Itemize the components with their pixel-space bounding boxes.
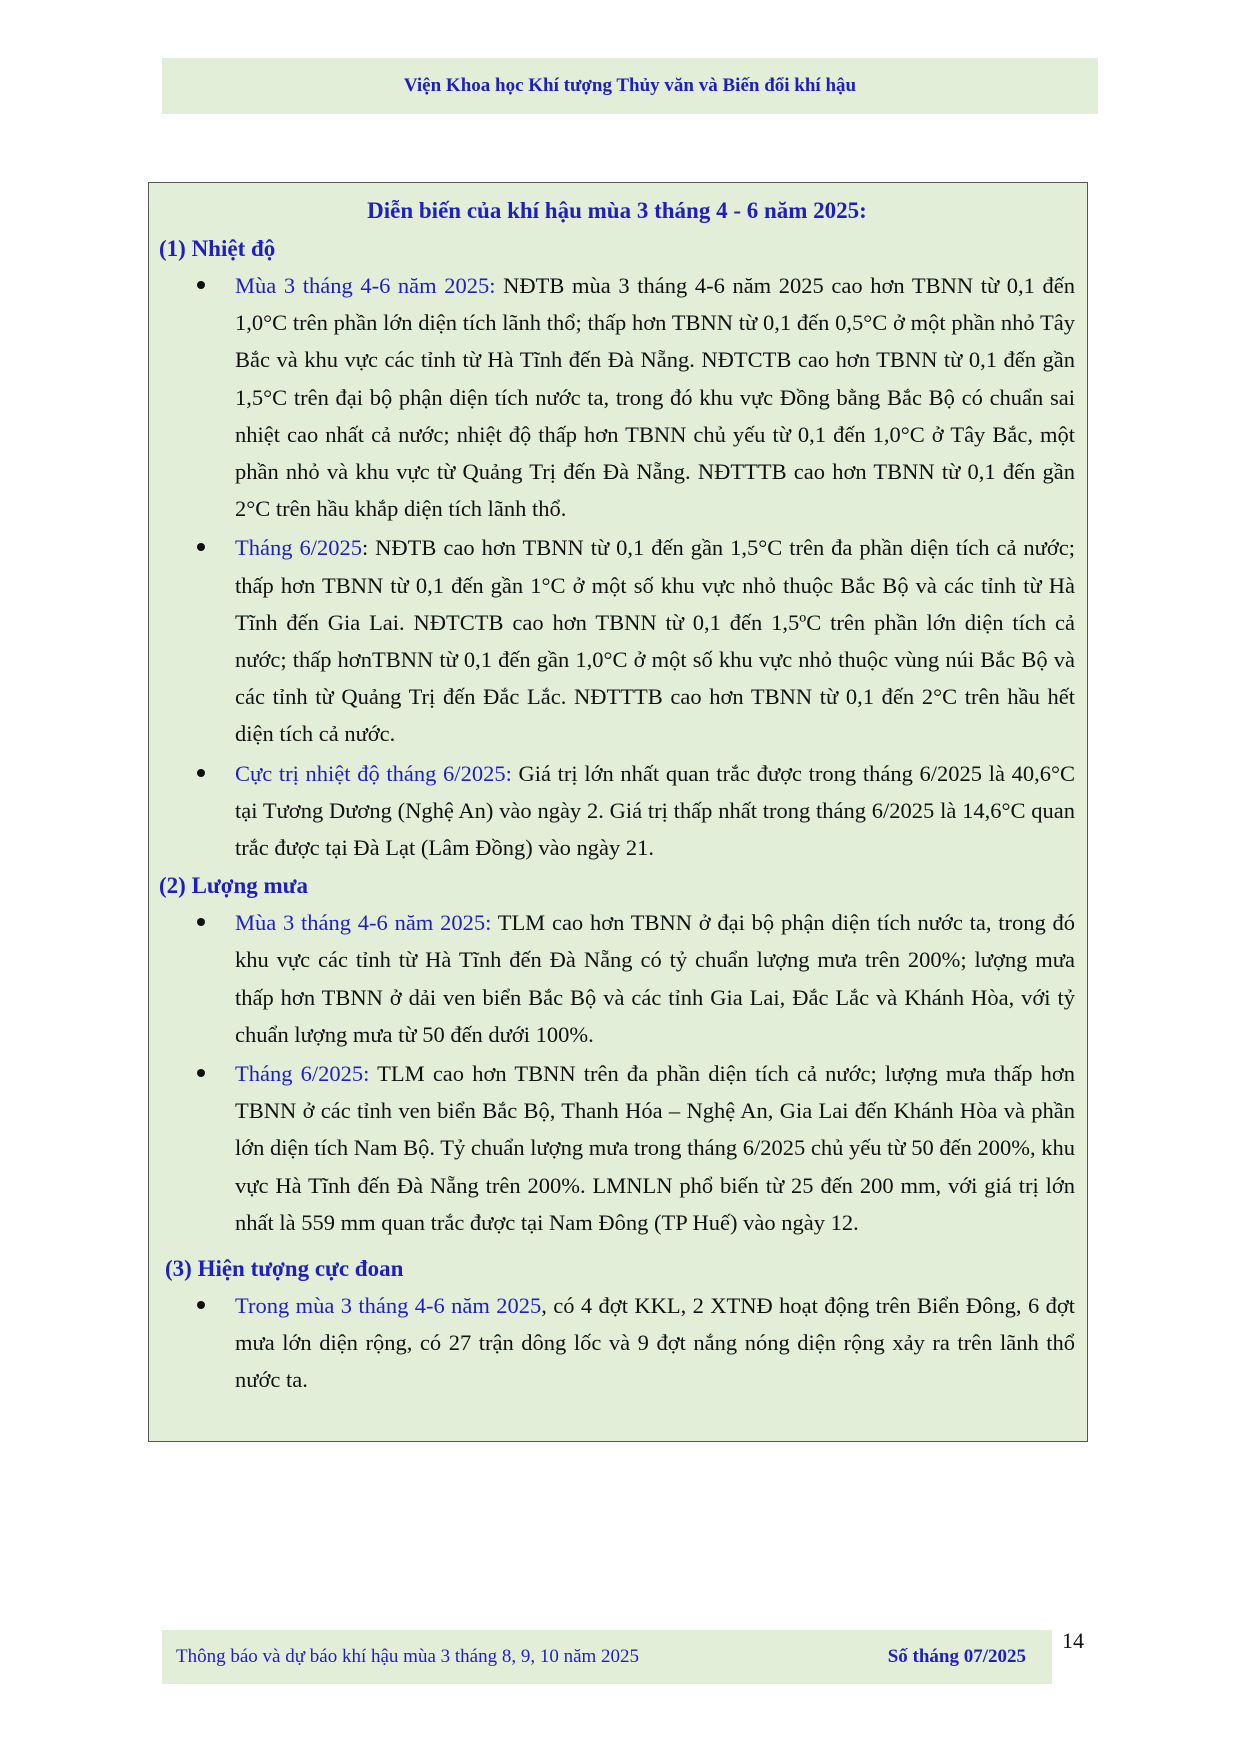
item-text: TLM cao hơn TBNN trên đa phần diện tích cả nước; lượng mưa thấp hơn TBNN ở các tỉnh ven biển Bắc Bộ, Thanh Hóa – Nghệ An, Gia Lai đến Khánh Hòa và phần lớn diện tích Nam Bộ. Tỷ chuẩn lượng mưa trong tháng 6/2025 chủ yếu từ 50 đến 200%, khu vực Hà Tĩnh đến Đà Nẵng trên 200%. LMNLN phổ biến từ 25 đến 200 mm, với giá trị lớn nhất là 559 mm quan trắc được tại Nam Đông (TP Huế) vào ngày 12. bbox=[235, 1061, 1076, 1235]
bullet-icon bbox=[197, 1301, 205, 1309]
item-text: TLM cao hơn TBNN ở đại bộ phận diện tích nước ta, trong đó khu vực các tỉnh từ Hà Tĩnh đến Đà Nẵng có tỷ chuẩn lượng mưa trên 200%; lượng mưa thấp hơn TBNN ở dải ven biển Bắc Bộ và các tỉnh Gia Lai, Đắc Lắc và Khánh Hòa, với tỷ chuẩn lượng mưa từ 50 đến dưới 100%. bbox=[235, 910, 1075, 1047]
list-item bbox=[159, 1055, 1075, 1241]
bullet-icon bbox=[197, 769, 205, 777]
temperature-list bbox=[159, 267, 1075, 866]
item-lead: Cực trị nhiệt độ tháng 6/2025: bbox=[235, 760, 512, 786]
item-text: , có 4 đợt KKL, 2 XTNĐ hoạt động trên Biển Đông, 6 đợt mưa lớn diện rộng, có 27 trận dông lốc và 9 đợt nắng nóng diện rộng xảy ra trên lãnh thổ nước ta. bbox=[235, 1293, 1075, 1393]
list-item bbox=[159, 1287, 1075, 1399]
climate-summary-box bbox=[148, 182, 1088, 1442]
item-text: Giá trị lớn nhất quan trắc được trong tháng 6/2025 là 40,6°C tại Tương Dương (Nghệ An) vào ngày 2. Giá trị thấp nhất trong tháng 6/2025 là 14,6°C quan trắc được tại Đà Lạt (Lâm Đồng) vào ngày 21. bbox=[235, 760, 1075, 861]
section-heading-rainfall: (2) Lượng mưa bbox=[159, 873, 308, 899]
bulletin-title: Thông báo và dự báo khí hậu mùa 3 tháng 8, 9, 10 năm 2025 bbox=[176, 1646, 640, 1667]
section-heading-temperature: (1) Nhiệt độ bbox=[159, 236, 276, 261]
bullet-icon bbox=[197, 1069, 205, 1077]
item-text: : NĐTB cao hơn TBNN từ 0,1 đến gần 1,5°C trên đa phần diện tích cả nước; thấp hơn TBNN từ 0,1 đến gần 1°C ở một số khu vực nhỏ thuộc Bắc Bộ và các tỉnh từ Hà Tĩnh đến Gia Lai. NĐTCTB cao hơn TBNN từ 0,1 đến 1,5ºC trên phần lớn diện tích cả nước; thấp hơnTBNN từ 0,1 đến gần 1,0°C ở một số khu vực nhỏ thuộc vùng núi Bắc Bộ và các tỉnh từ Quảng Trị đến Đắc Lắc. NĐTTTB cao hơn TBNN từ 0,1 đến 2°C trên hầu hết diện tích cả nước. bbox=[235, 535, 1076, 747]
bullet-icon bbox=[197, 281, 205, 289]
page-number: 14 bbox=[1062, 1628, 1084, 1653]
rainfall-list bbox=[159, 904, 1075, 1241]
list-item bbox=[159, 755, 1075, 867]
list-item bbox=[159, 529, 1075, 752]
list-item bbox=[159, 904, 1075, 1053]
bullet-icon bbox=[197, 543, 205, 551]
institute-name: Viện Khoa học Khí tượng Thủy văn và Biến đổi khí hậu bbox=[403, 75, 857, 96]
item-lead: Mùa 3 tháng 4-6 năm 2025: bbox=[235, 273, 504, 298]
bullet-icon bbox=[197, 918, 205, 926]
page-header bbox=[162, 58, 1098, 114]
item-lead: Trong mùa 3 tháng 4-6 năm 2025 bbox=[235, 1293, 542, 1319]
issue-number: Số tháng 07/2025 bbox=[887, 1646, 1026, 1667]
page-footer bbox=[162, 1630, 1052, 1684]
section-heading-extreme-events: (3) Hiện tượng cực đoan bbox=[165, 1256, 404, 1282]
item-text: NĐTB mùa 3 tháng 4-6 năm 2025 cao hơn TBNN từ 0,1 đến 1,0°C trên phần lớn diện tích lãnh thổ; thấp hơn TBNN từ 0,1 đến 0,5°C ở một phần nhỏ Tây Bắc và khu vực các tỉnh từ Hà Tĩnh đến Đà Nẵng. NĐTCTB cao hơn TBNN từ 0,1 đến gần 1,5°C trên đại bộ phận diện tích nước ta, trong đó khu vực Đồng bằng Bắc Bộ có chuẩn sai nhiệt cao nhất cả nước; nhiệt độ thấp hơn TBNN chủ yếu từ 0,1 đến 1,0°C ở Tây Bắc, một phần nhỏ và khu vực từ Quảng Trị đến Đà Nẵng. NĐTTTB cao hơn TBNN từ 0,1 đến gần 2°C trên hầu khắp diện tích lãnh thổ. bbox=[235, 273, 1075, 522]
extreme-events-list bbox=[159, 1287, 1075, 1399]
item-lead: Tháng 6/2025 bbox=[235, 535, 362, 561]
item-lead: Mùa 3 tháng 4-6 năm 2025: bbox=[235, 910, 492, 936]
summary-title: Diễn biến của khí hậu mùa 3 tháng 4 - 6 năm 2025: bbox=[367, 198, 867, 223]
item-lead: Tháng 6/2025: bbox=[235, 1061, 370, 1087]
list-item bbox=[159, 267, 1075, 527]
